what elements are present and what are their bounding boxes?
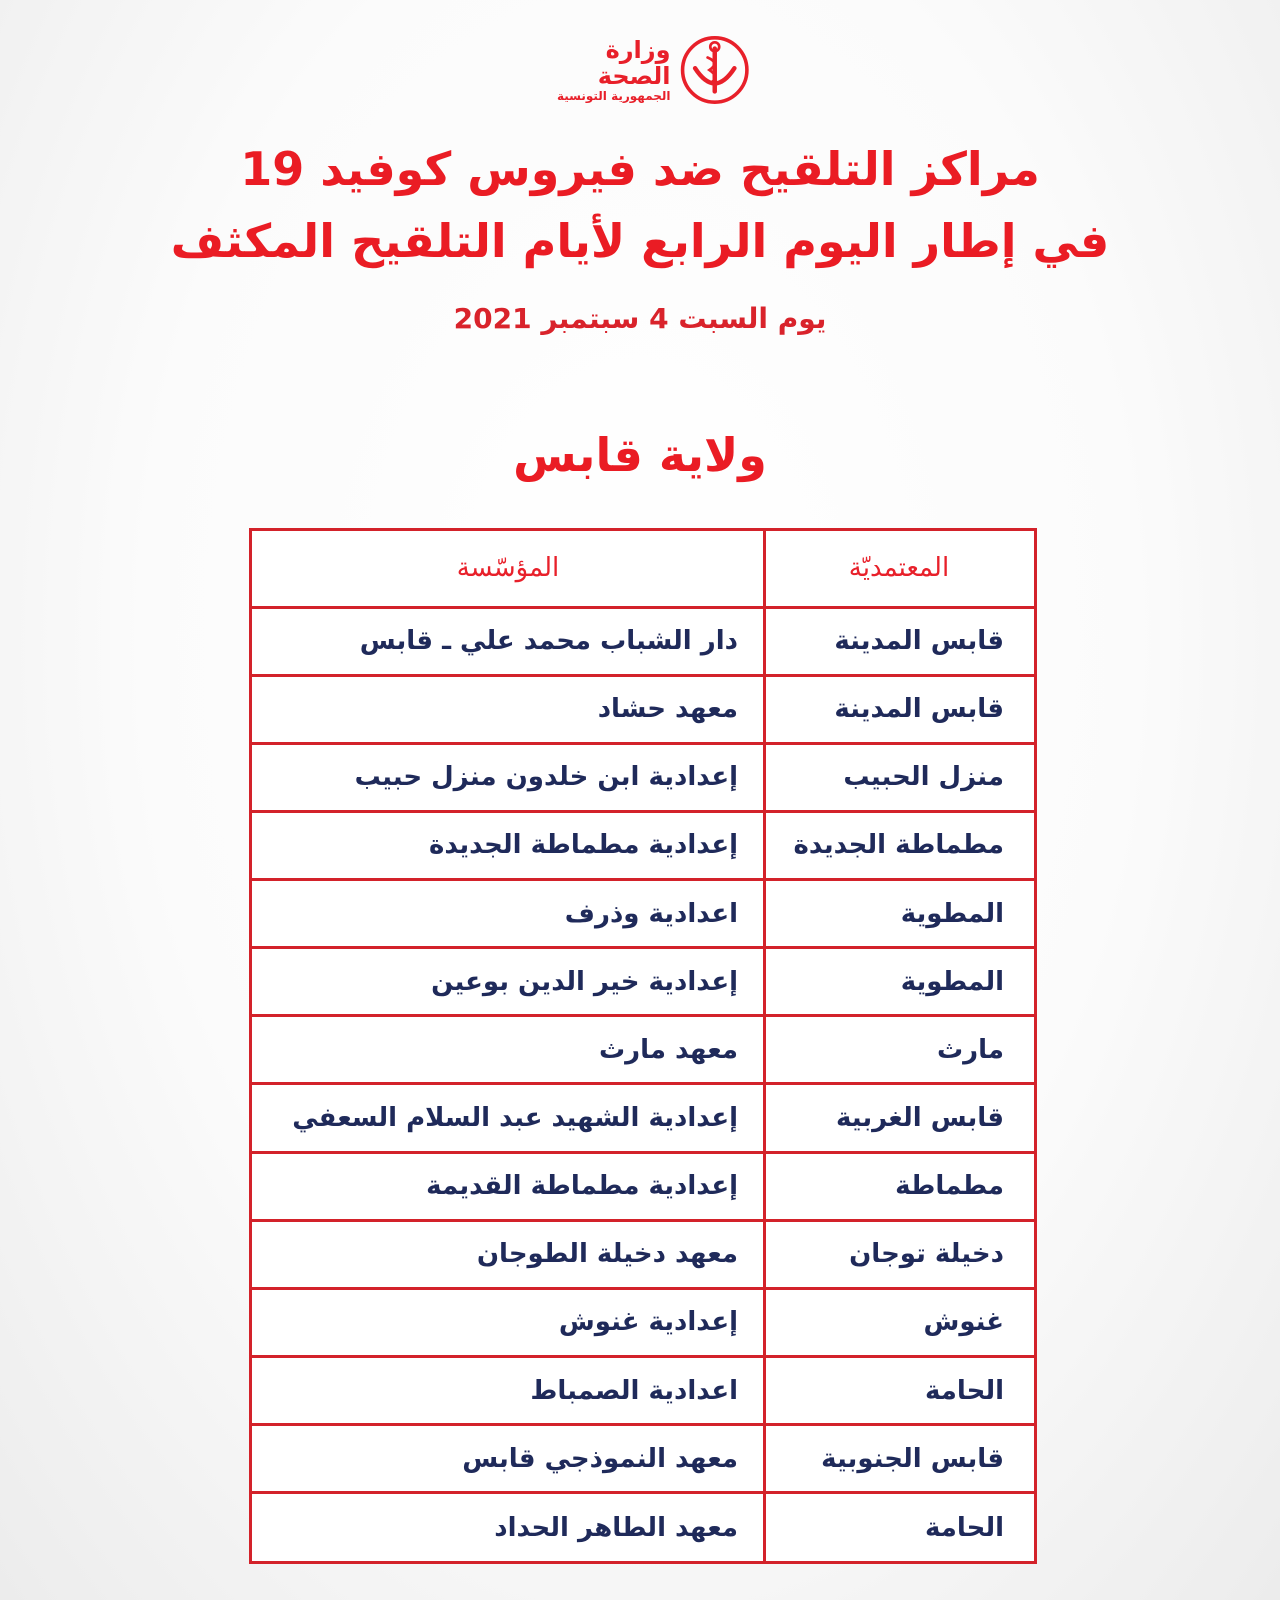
- cell-institution: إعدادية مطماطة الجديدة: [252, 811, 764, 879]
- page-title: مراكز التلقيح ضد فيروس كوفيد 19: [240, 142, 1040, 196]
- table-row: [252, 1425, 1034, 1493]
- cell-institution: إعدادية الشهيد عبد السلام السعفي: [252, 1084, 764, 1152]
- cell-delegation: دخيلة توجان: [764, 1220, 1034, 1288]
- cell-delegation: المطوية: [764, 948, 1034, 1016]
- cell-institution: إعدادية ابن خلدون منزل حبيب: [252, 743, 764, 811]
- cell-institution: معهد الطاهر الحداد: [494, 1512, 738, 1543]
- cell-delegation: مطماطة: [764, 1152, 1034, 1220]
- cell-institution: دار الشباب محمد علي ـ قابس: [252, 607, 764, 675]
- cell-institution: إعدادية مطماطة القديمة: [252, 1152, 764, 1220]
- cell-institution: إعدادية غنوش: [252, 1288, 764, 1356]
- vaccination-centers-table: [249, 528, 1037, 1564]
- table-row: [252, 948, 1034, 1016]
- region-heading: ولاية قابس: [513, 428, 767, 482]
- ministry-health-emblem-icon: [679, 30, 750, 110]
- table-body: [252, 607, 1034, 1561]
- cell-delegation: غنوش: [764, 1288, 1034, 1356]
- cell-institution: معهد مارث: [252, 1016, 764, 1084]
- table-row: [252, 1357, 1034, 1425]
- logo-country-name: الجمهورية التونسية: [556, 88, 671, 103]
- table-row: [252, 1084, 1034, 1152]
- cell-institution: إعدادية خير الدين بوعين: [252, 948, 764, 1016]
- table-row: [252, 743, 1034, 811]
- table-row: [252, 880, 1034, 948]
- date-line: يوم السبت 4 سبتمبر 2021: [453, 302, 827, 335]
- cell-delegation: الحامة: [764, 1357, 1034, 1425]
- cell-delegation: قابس المدينة: [764, 675, 1034, 743]
- centers-table: [252, 531, 1034, 1561]
- cell-delegation: قابس المدينة: [764, 607, 1034, 675]
- table-header-row: [252, 531, 1034, 607]
- cell-delegation: مارث: [764, 1016, 1034, 1084]
- cell-institution: معهد حشاد: [252, 675, 764, 743]
- page-subtitle: في إطار اليوم الرابع لأيام التلقيح المكثف: [170, 214, 1110, 268]
- table-row: [252, 607, 1034, 675]
- table-row: [252, 1016, 1034, 1084]
- cell-institution: اعدادية الصمباط: [252, 1357, 764, 1425]
- table-row: [252, 1220, 1034, 1288]
- cell-delegation: المطوية: [764, 880, 1034, 948]
- cell-delegation: الحامة: [924, 1512, 1004, 1543]
- table-row: [252, 811, 1034, 879]
- cell-delegation: قابس الجنوبية: [764, 1425, 1034, 1493]
- table-row: [252, 1493, 1034, 1561]
- table-row: [252, 1152, 1034, 1220]
- cell-delegation: مطماطة الجديدة: [764, 811, 1034, 879]
- cell-institution: اعدادية وذرف: [252, 880, 764, 948]
- column-divider: [763, 531, 766, 1561]
- header-institution: المؤسّسة: [252, 531, 764, 607]
- header-delegation: المعتمديّة: [764, 531, 1034, 607]
- cell-delegation: منزل الحبيب: [764, 743, 1034, 811]
- logo-ministry-name: وزارة الصحة: [597, 36, 671, 91]
- cell-delegation: قابس الغربية: [764, 1084, 1034, 1152]
- cell-institution: معهد دخيلة الطوجان: [252, 1220, 764, 1288]
- cell-institution: معهد النموذجي قابس: [252, 1425, 764, 1493]
- table-row: [252, 1288, 1034, 1356]
- table-row: [252, 675, 1034, 743]
- ministry-logo: [540, 30, 750, 110]
- logo-text: [540, 37, 671, 103]
